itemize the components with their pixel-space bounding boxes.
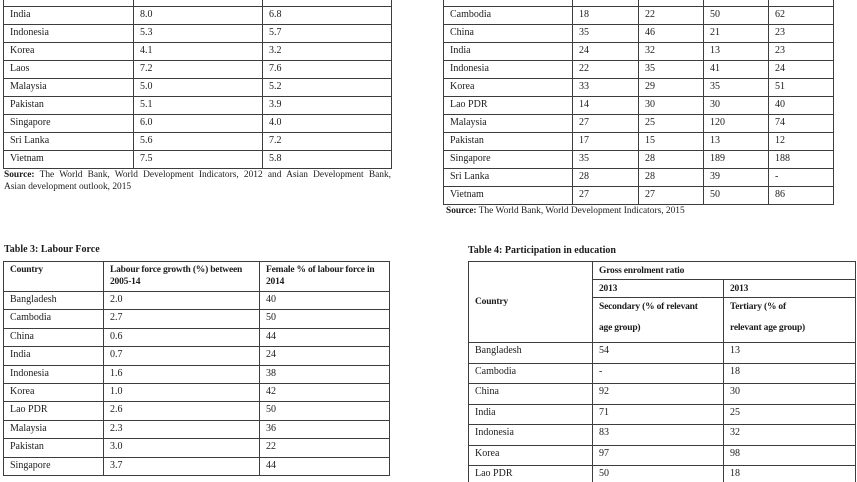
table-row: [444, 151, 834, 169]
table-cell: Indonesia: [469, 425, 593, 446]
table-row: [4, 310, 390, 328]
table-cell: India: [4, 7, 134, 25]
source-label: Source:: [446, 206, 477, 216]
col-header-gross-enrolment: Gross enrolment ratio: [593, 262, 856, 280]
table-cell: -: [769, 169, 834, 187]
table-cell: Cambodia: [4, 310, 104, 328]
table-cell: 23: [769, 43, 834, 61]
table-cell: 5.3: [134, 25, 263, 43]
table-cell: 38: [260, 365, 390, 383]
table-cell: 86: [769, 187, 834, 205]
table-row: [444, 61, 834, 79]
table-cell: 22: [260, 439, 390, 457]
table4-title: Table 4: Participation in education: [468, 245, 616, 256]
source-label: Source:: [4, 170, 35, 180]
table-cell: 4.1: [134, 43, 263, 61]
table-row: [4, 420, 390, 438]
table-row: [4, 25, 392, 43]
table-row: [444, 115, 834, 133]
table-cell: Vietnam: [4, 151, 134, 169]
table-header-row: [469, 262, 856, 280]
table-cell: 7.5: [134, 151, 263, 169]
table-cell: 15: [639, 133, 704, 151]
table-cell: 120: [704, 115, 769, 133]
source-text: The World Bank, World Development Indicators, 2012 and Asian Development Bank,: [34, 170, 391, 180]
table-row: [469, 404, 856, 425]
table-cell: 1.6: [104, 365, 260, 383]
table-cell: -: [593, 363, 724, 384]
table-cell: 3.2: [263, 43, 392, 61]
table-cell: Singapore: [444, 151, 573, 169]
table-cell: 3.0: [104, 439, 260, 457]
table-cell: 189: [704, 151, 769, 169]
table-cell: Malaysia: [4, 79, 134, 97]
table-cell: 13: [704, 43, 769, 61]
table-cell: 27: [639, 187, 704, 205]
table-cell: 24: [769, 61, 834, 79]
table-row: [4, 347, 390, 365]
table-cell: 98: [724, 445, 856, 466]
table-cell: 32: [724, 425, 856, 446]
table-cell: 23: [769, 25, 834, 43]
table-row: [4, 115, 392, 133]
col-header-year-secondary: 2013: [593, 280, 724, 298]
table-cell: 50: [704, 7, 769, 25]
table-cell: 41: [704, 61, 769, 79]
table-cell: India: [444, 43, 573, 61]
table-cell: 27: [573, 115, 639, 133]
source-text-line2: Asian development outlook, 2015: [4, 181, 132, 192]
table-row: [4, 151, 392, 169]
table-cell: 8.0: [134, 7, 263, 25]
table-cell: 54: [593, 343, 724, 364]
table-cell: 5.8: [263, 151, 392, 169]
col-header-labour-growth: Labour force growth (%) between 2005-14: [104, 262, 260, 292]
table-cell: 40: [769, 97, 834, 115]
table-cell: Lao PDR: [4, 402, 104, 420]
table-cell: 35: [639, 61, 704, 79]
col-header-secondary: Secondary (% of relevant age group): [593, 298, 724, 343]
table-cell: 12: [769, 133, 834, 151]
table-row: [444, 169, 834, 187]
table-row: [4, 7, 392, 25]
table-row: [4, 328, 390, 346]
table-cell: 5.1: [134, 97, 263, 115]
table-cell: 5.7: [263, 25, 392, 43]
table-cell: Singapore: [4, 457, 104, 475]
table-cell: 18: [724, 363, 856, 384]
col-header-female-share: Female % of labour force in 2014: [260, 262, 390, 292]
table-cell: 83: [593, 425, 724, 446]
table-row: [444, 25, 834, 43]
table-cell: 5.0: [134, 79, 263, 97]
table-row: [4, 97, 392, 115]
table-cell: 35: [573, 151, 639, 169]
table-cell: Pakistan: [4, 439, 104, 457]
table-cell: 18: [573, 7, 639, 25]
table-education-participation: [468, 261, 856, 482]
table-indicators-source: [446, 206, 846, 218]
table-cell: 24: [573, 43, 639, 61]
table-cell: China: [4, 328, 104, 346]
table-cell: Lao PDR: [469, 466, 593, 482]
table-cell: 2.0: [104, 292, 260, 310]
table-cell: 97: [593, 445, 724, 466]
table-cell: 7.2: [134, 61, 263, 79]
table-growth-cropped: [3, 0, 392, 169]
table-cell: 7.2: [263, 133, 392, 151]
table-cell: 39: [704, 169, 769, 187]
table-row: [4, 79, 392, 97]
table-row: [444, 79, 834, 97]
table-cell: 13: [704, 133, 769, 151]
table-cell: 29: [639, 79, 704, 97]
table-cell: 1.0: [104, 383, 260, 401]
table-cell: 6.8: [263, 7, 392, 25]
table-cell: 5.2: [263, 79, 392, 97]
table-row: [4, 133, 392, 151]
table-cell: Sri Lanka: [4, 133, 134, 151]
table-cell: 188: [769, 151, 834, 169]
table-cell: 44: [260, 457, 390, 475]
table-cell: Korea: [469, 445, 593, 466]
table-cell: Bangladesh: [4, 292, 104, 310]
table-cell: Vietnam: [444, 187, 573, 205]
table-cell: 46: [639, 25, 704, 43]
table-cell: 30: [639, 97, 704, 115]
table-labour-force: [3, 261, 390, 476]
table-cell: 35: [704, 79, 769, 97]
table-cell: Indonesia: [4, 25, 134, 43]
table-cell: 51: [769, 79, 834, 97]
table-row: [4, 365, 390, 383]
table-cell: 24: [260, 347, 390, 365]
table-cell: 6.0: [134, 115, 263, 133]
table-row: [469, 466, 856, 482]
table-cell: 4.0: [263, 115, 392, 133]
table3-title: Table 3: Labour Force: [4, 244, 100, 255]
table-cell: 50: [260, 310, 390, 328]
table-cell: 30: [724, 384, 856, 405]
col-header-country: Country: [469, 262, 593, 343]
table-cell: China: [469, 384, 593, 405]
table-cell: Laos: [4, 61, 134, 79]
table-cell: Bangladesh: [469, 343, 593, 364]
table-cell: 2.6: [104, 402, 260, 420]
table-cell: Indonesia: [444, 61, 573, 79]
table-cell: Lao PDR: [444, 97, 573, 115]
table-cell: 28: [573, 169, 639, 187]
table-cell: 3.9: [263, 97, 392, 115]
table-cell: 32: [639, 43, 704, 61]
table-row: [4, 383, 390, 401]
table-row: [4, 61, 392, 79]
table-cell: Malaysia: [444, 115, 573, 133]
table-cell: 28: [639, 169, 704, 187]
table-cell: 62: [769, 7, 834, 25]
table-cell: 17: [573, 133, 639, 151]
table-row: [444, 187, 834, 205]
table-row: [444, 97, 834, 115]
table-row: [4, 457, 390, 475]
table-cell: 25: [724, 404, 856, 425]
table-row: [469, 384, 856, 405]
table-cell: 22: [573, 61, 639, 79]
table-cell: 36: [260, 420, 390, 438]
table-cell: 2.7: [104, 310, 260, 328]
table-cell: 22: [639, 7, 704, 25]
table-cell: 18: [724, 466, 856, 482]
table-cell: Cambodia: [469, 363, 593, 384]
table-cell: 42: [260, 383, 390, 401]
table-cell: Korea: [4, 383, 104, 401]
table-cell: 14: [573, 97, 639, 115]
table-row: [444, 43, 834, 61]
table-row: [469, 425, 856, 446]
table-cell: China: [444, 25, 573, 43]
table-growth-source: [4, 170, 391, 193]
table-cell: 71: [593, 404, 724, 425]
table-cell: 2.3: [104, 420, 260, 438]
table-header-row: [4, 262, 390, 292]
table-row: [4, 439, 390, 457]
col-header-tertiary: Tertiary (% of relevant age group): [724, 298, 856, 343]
table-cell: Malaysia: [4, 420, 104, 438]
table-cell: 28: [639, 151, 704, 169]
table-cell: 50: [260, 402, 390, 420]
table-cell: 27: [573, 187, 639, 205]
table-cell: 25: [639, 115, 704, 133]
table-row: [4, 43, 392, 61]
table-cell: 33: [573, 79, 639, 97]
col-header-country: Country: [4, 262, 104, 292]
source-text: The World Bank, World Development Indicators, 2015: [476, 206, 685, 216]
table-cell: Cambodia: [444, 7, 573, 25]
table-cell: 35: [573, 25, 639, 43]
table-row: [469, 445, 856, 466]
table-cell: 0.6: [104, 328, 260, 346]
table-cell: Sri Lanka: [444, 169, 573, 187]
table-cell: 40: [260, 292, 390, 310]
table-cell: 5.6: [134, 133, 263, 151]
table-row: [469, 363, 856, 384]
table-cell: 0.7: [104, 347, 260, 365]
col-header-year-tertiary: 2013: [724, 280, 856, 298]
table-row: [469, 343, 856, 364]
table-cell: Korea: [444, 79, 573, 97]
table-row: [444, 7, 834, 25]
table-cell: India: [469, 404, 593, 425]
table-row: [4, 292, 390, 310]
table-cell: Pakistan: [4, 97, 134, 115]
table-cell: 30: [704, 97, 769, 115]
table-cell: 7.6: [263, 61, 392, 79]
table-cell: 44: [260, 328, 390, 346]
table-cell: 92: [593, 384, 724, 405]
table-cell: Indonesia: [4, 365, 104, 383]
table-cell: 21: [704, 25, 769, 43]
table-cell: 50: [704, 187, 769, 205]
table-cell: Singapore: [4, 115, 134, 133]
table-cell: Korea: [4, 43, 134, 61]
table-cell: 13: [724, 343, 856, 364]
table-cell: 50: [593, 466, 724, 482]
table-row: [4, 402, 390, 420]
table-indicators-cropped: [443, 0, 834, 205]
table-cell: India: [4, 347, 104, 365]
table-cell: 74: [769, 115, 834, 133]
table-row: [444, 133, 834, 151]
table-cell: 3.7: [104, 457, 260, 475]
table-cell: Pakistan: [444, 133, 573, 151]
